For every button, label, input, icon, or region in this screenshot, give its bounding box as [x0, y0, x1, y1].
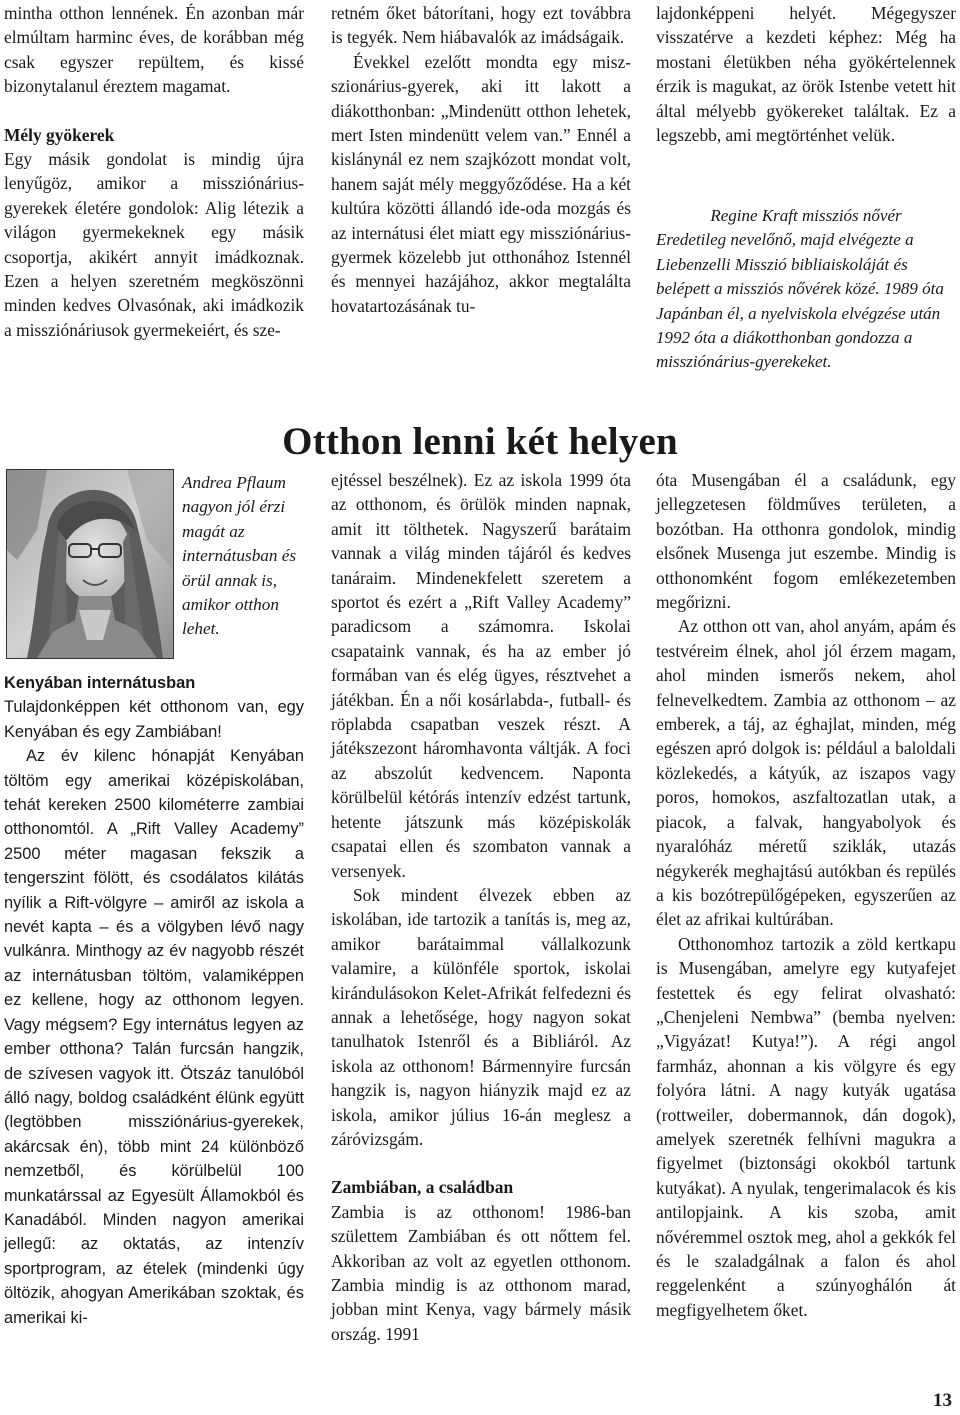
top-column-2 [331, 1, 631, 318]
subheading-kenya: Kenyában internátusban [4, 674, 196, 692]
subheading-deep-roots: Mély gyökerek [4, 124, 115, 145]
author-name: Regine Kraft missziós nővér [710, 206, 902, 225]
top-column-1 [4, 1, 304, 342]
article-column-1 [4, 671, 304, 1330]
top-col3-paragraph: lajdonképpeni helyét. Mégegyszer visszatérve a kezdeti képhez: Még ha mostani életükben néha gyökértelennek érzik is magukat, az örök Istenbe vetett hit által mélyebb gyökereket találtak. Ez a legszebb, ami megtörténhet velük. [656, 3, 956, 146]
article-title: Otthon lenni két helyen [282, 420, 678, 463]
author-bio-text: Eredetileg nevelőnő, majd elvégezte a Liebenzelli Misszió bibliaiskoláját és belépett a missziós nővérek közé. 1989 óta Japánban él, a nyelviskola elvégzése után 1992 óta a diákotthonban gondozza a missziónárius-gyerekeket. [656, 230, 944, 372]
top-col1-paragraph: mintha otthon lennének. Én azonban már elmúltam harminc éves, de korábban még csak egyszer repültem, és kissé bizonytalanul éreztem magamat. [4, 3, 304, 97]
top-column-3 [656, 1, 956, 147]
top-col2-paragraph-1: retném őket bátorítani, hogy ezt továbbra is tegyék. Nem hiábavalók az imádságaik. [331, 3, 631, 48]
article-col3-paragraph-1: óta Musengában él a családunk, egy jellegzetesen földműves területen, a bozótban. Ha otthonra gondolok, mindig elsőnek Musenga jut eszembe. Mindig is otthonomként fogom emlékezetemben megőrizni. [656, 470, 956, 613]
article-col1-paragraph-2: Az év kilenc hónapját Kenyában töltöm egy amerikai középiskolában, tehát kereken 2500 kilométerre zambiai otthonomtól. A „Rift Valley Academy” 2500 méter magasan fekszik a tengerszint fölött, és csodálatos kilátás nyílik a Rift-völgyre – amiről az iskola a nevét kapta – és a völgyben lévő nagy vulkánra. Minthogy az év nagyobb részét az internátusban töltöm, valamiképpen ez kellene, hogy az otthonom legyen. Vagy mégsem? Egy internátus legyen az ember otthona? Talán furcsán hangzik, de szívesen vagyok itt. Ötszáz tanulóból álló nagy, boldog családként élünk együtt (legtöbben missziónárius-gyerekek, akárcsak én), több mint 24 különböző nemzetből, és körülbelül 100 munkatárssal az Egyesült Államokból és Kanadából. Minden nagyon amerikai jellegű: az oktatás, az intenzív sportprogram, az ételek (mindenki úgy öltözik, ahogyan Amerikában szoktak, és amerikai ki- [4, 747, 304, 1327]
article-column-2 [331, 468, 631, 1346]
article-col2-paragraph-3: Zambia is az otthonom! 1986-ban születtem Zambiában és ott nőttem fel. Akkoriban az volt az egyetlen otthonom. Zambia mindig is az otthonom marad, jobban mint Kenya, vagy bármely másik ország. 1991 [331, 1201, 631, 1344]
top-col1-paragraph-2: Egy másik gondolat is mindig újra lenyűgöz, amikor a missziónárius-gyerekek életére gondolok: Alig létezik a világon gyermekeknek egy másik csoportja, akikért annyit imádkoznak. Ezen a helyen szeretném megköszönni minden kedves Olvasónak, aki imádkozik a missziónáriusok gyermekeiért, és sze- [4, 149, 304, 340]
author-bio [656, 204, 956, 375]
top-col2-paragraph-2: Évekkel ezelőtt mondta egy misz-szionárius-gyerek, aki itt lakott a diákotthonban: „Mindenütt otthon lehetek, mert Isten mindenütt velem van.” Ennél a kislánynál ez nem szajkózott mondat volt, hanem saját mély meggyőződése. Ha a két kultúra közötti állandó ide-oda mozgás és az internátusi élet miatt egy missziónárius-gyermek közelebb jut otthonához Istennél és mennyei hazájához, akkor megtalálta hovatartozásának tu- [331, 51, 631, 316]
article-column-3 [656, 468, 956, 1322]
portrait-image [7, 470, 173, 658]
article-col2-paragraph-2: Sok mindent élvezek ebben az iskolában, ide tartozik a tanítás is, meg az, amikor barátaimmal vállalkozunk valamire, a különféle sportok, iskolai kirándulásokon Kelet-Afrikát felfedezni és annak a lehetősége, hogy nagyon sokat tanulhatok Istenről és a Bibliáról. Az iskola az otthonom! Bármennyire furcsán hangzik is, nagyon hiányzik majd ez az iskola, amikor július 16-án meglesz a záróvizsgám. [331, 884, 631, 1149]
photo-caption: Andrea Pflaum nagyon jól érzi magát az internátusban és örül annak is, amikor otthon lehet. [182, 473, 297, 639]
portrait-photo [6, 469, 174, 659]
subheading-zambia: Zambiában, a családban [331, 1177, 514, 1198]
page-number: 13 [933, 1390, 952, 1411]
article-col3-paragraph-2: Az otthon ott van, ahol anyám, apám és testvéreim élnek, ahol jól érzem magam, ahol minden ismerős nekem, ahol felnevelkedtem. Zambia az otthonom – az emberek, a táj, az éghajlat, minden, még egészen apró dolgok is: például a baloldali közlekedés, a kátyúk, az iszapos vagy poros, homokos, aszfaltozatlan utak, a piacok, a falvak, hangyabolyok és nyaralóház méretű sziklák, utazás négykerék meghajtású autókban és repülés a kis bozótrepülőgépeken, egyszerűen az élet az afrikai kultúrában. [656, 616, 956, 930]
article-col2-paragraph-1: ejtéssel beszélnek). Ez az iskola 1999 óta az otthonom, és örülök minden napnak, amit itt tölthetek. Nagyszerű barátaim vannak a világ minden tájáról és kedves tanáraim. Mindenekfelett szeretem a sportot és ezért a „Rift Valley Academy” paradicsom a számomra. Iskolai csapataink vannak, és ha az ember jó formában van és elég ügyes, résztvehet a játékban. Én a női kosárlabda-, futball- és röplabda csapatban veszek részt. A játékszezont háromhavonta váltják. A foci az abszolút kedvencem. Naponta körülbelül kétórás intenzív edzést tartunk, hetente játszunk más középiskolák csapatai ellen és szombaton vannak a versenyek. [331, 470, 631, 881]
article-col1-paragraph-1: Tulajdonképpen két otthonom van, egy Kenyában és egy Zambiában! [4, 698, 304, 741]
article-col3-paragraph-3: Otthonomhoz tartozik a zöld kertkapu is Musengában, amelyre egy kutyafejet festettek és egy felirat olvasható: „Chenjeleni Nembwa” (bemba nyelven: „Vigyázat! Kutya!”). A régi angol farmház, ahonnan a kis völgyre és egy folyóra látni. A nagy kutyák ugatása (rottweiler, dobermannok, dán dogok), amelyek szeretnék felhívni magukra a figyelmet (biztonsági okokból tartunk kutyákat). A nyulak, tengerimalacok és kis antilopjaink. A kis szoba, amit nővéremmel osztok meg, ahol a gekkók fel és le szaladgálnak a falon és ahol reggelenként a szúnyoghálón át megfigyelhetem őket. [656, 933, 956, 1320]
